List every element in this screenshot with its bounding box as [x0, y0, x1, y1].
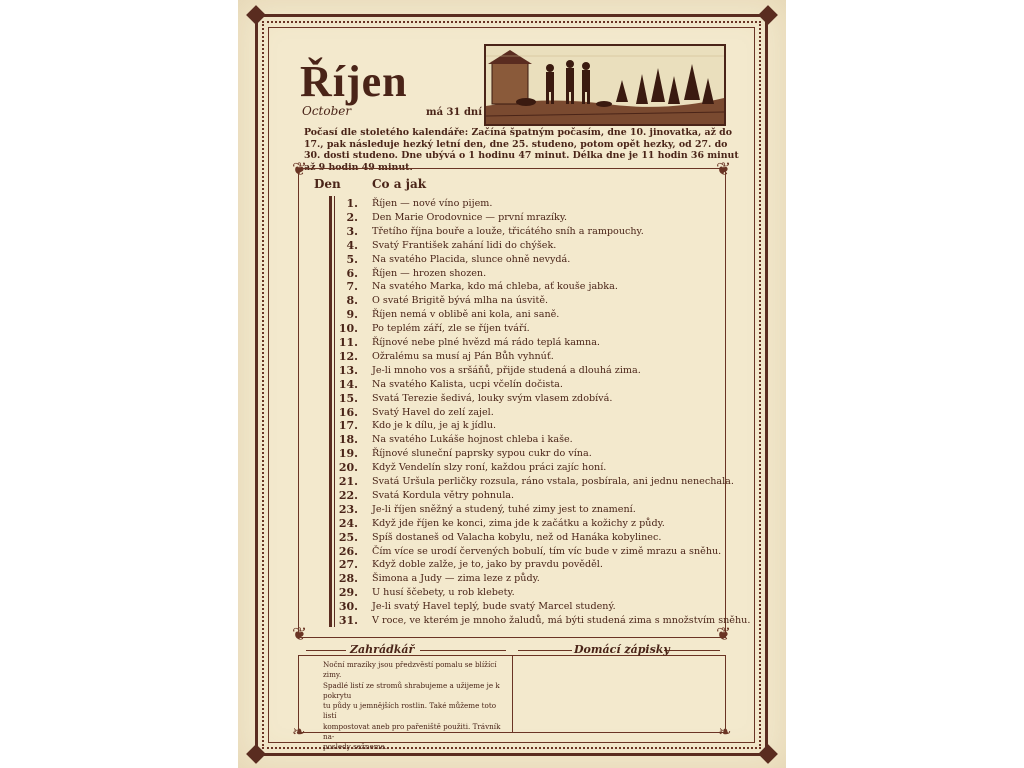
title-rule — [518, 650, 572, 651]
day-number: 4. — [346, 238, 358, 252]
proverb-row — [336, 294, 726, 308]
flourish-icon: ❦ — [716, 624, 732, 645]
proverb-text: Když doble zalže, je to, jako by pravdu pověděl. — [372, 559, 603, 571]
day-number: 7. — [346, 280, 358, 294]
proverb-text: Svatá Kordula větry pohnula. — [372, 489, 515, 501]
proverb-text: Den Marie Orodovnice — první mrazíky. — [372, 211, 568, 223]
flourish-icon: ❦ — [292, 159, 308, 180]
proverb-row — [336, 364, 726, 378]
proverb-row — [336, 267, 726, 281]
proverb-row — [336, 558, 726, 572]
proverb-row — [336, 211, 726, 225]
proverb-row — [336, 225, 726, 239]
garden-line: tu půdy u jemnějších rostlin. Také můžeme toto listí — [323, 701, 497, 721]
proverb-row — [336, 600, 726, 614]
day-number: 8. — [346, 294, 358, 308]
proverb-text: Je-li říjen sněžný a studený, tuhé zimy jest to znamení. — [372, 503, 636, 515]
proverb-row — [336, 322, 726, 336]
proverb-row — [336, 531, 726, 545]
day-number: 12. — [338, 349, 358, 363]
day-number: 29. — [338, 586, 358, 600]
proverb-row — [336, 280, 726, 294]
day-number: 5. — [346, 252, 358, 266]
garden-line: Spadlé listí ze stromů shrabujeme a užijeme je k pokrytu — [323, 680, 500, 700]
proverb-text: U husí ščebety, u rob klebety. — [372, 587, 515, 599]
proverb-text: Třetího října bouře a louže, třicátého sníh a rampouchy. — [372, 225, 644, 237]
proverb-row — [336, 406, 726, 420]
column-rule — [329, 196, 332, 627]
day-number: 23. — [338, 502, 358, 516]
flourish-icon: ❧ — [718, 722, 732, 741]
proverb-text: Ožralému sa musí aj Pán Bůh vyhnúť. — [372, 350, 554, 362]
day-number: 6. — [346, 266, 358, 280]
proverb-text: Říjen — hrozen shozen. — [372, 267, 487, 279]
day-number: 9. — [346, 308, 358, 322]
proverb-row — [336, 253, 726, 267]
proverb-text: Říjnové nebe plné hvězd má rádo teplá kamna. — [372, 337, 600, 348]
proverb-row — [336, 545, 726, 559]
day-number: 1. — [346, 197, 358, 210]
proverb-row — [336, 419, 726, 433]
title-rule — [664, 650, 720, 651]
title-rule — [306, 650, 346, 651]
proverb-row — [336, 197, 726, 211]
day-number: 21. — [338, 475, 358, 488]
proverb-row — [336, 239, 726, 253]
day-number: 10. — [338, 322, 358, 336]
day-number: 25. — [338, 530, 358, 544]
proverb-row — [336, 350, 726, 364]
proverb-row — [336, 336, 726, 350]
proverb-row — [336, 572, 726, 586]
proverb-text: Je-li svatý Havel teplý, bude svatý Marcel studený. — [372, 601, 616, 613]
title-rule — [420, 650, 506, 651]
proverb-text: Když jde říjen ke konci, zima jde k začátku a kožichy z půdy. — [372, 517, 665, 529]
month-subtitle: October — [302, 104, 352, 118]
proverb-row — [336, 517, 726, 531]
day-number: 30. — [338, 600, 358, 614]
proverb-text: Je-li mnoho vos a sršáňů, přijde studená a dlouhá zima. — [372, 364, 641, 376]
proverb-text: Spíš dostaneš od Valacha kobylu, než od Hanáka kobylinec. — [372, 531, 662, 543]
proverb-text: Když Vendelín slzy roní, každou práci zajíc honí. — [372, 462, 607, 474]
day-number: 27. — [338, 558, 358, 572]
day-number: 22. — [338, 488, 358, 502]
day-number: 28. — [338, 572, 358, 586]
proverb-text: Na svatého Marka, kdo má chleba, ať kouše jabka. — [372, 281, 618, 293]
proverb-row — [336, 586, 726, 600]
day-number: 11. — [338, 336, 358, 349]
day-number: 14. — [338, 377, 358, 391]
proverb-row — [336, 503, 726, 517]
proverb-text: Čím více se urodí červených bobulí, tím víc bude v zimě mrazu a sněhu. — [372, 545, 722, 557]
day-number: 18. — [338, 433, 358, 447]
day-number: 16. — [338, 405, 358, 419]
day-number: 17. — [338, 419, 358, 433]
notes-divider — [512, 655, 513, 733]
proverb-text: Říjnové sluneční paprsky sypou cukr do vína. — [372, 448, 592, 460]
proverb-text: Svatý František zahání lidi do chýšek. — [372, 239, 557, 251]
proverb-text: Na svatého Lukáše hojnost chleba i kaše. — [372, 434, 573, 446]
proverb-row — [336, 378, 726, 392]
notes-title: Domácí zápisky — [574, 643, 670, 656]
day-number: 20. — [338, 461, 358, 475]
garden-text — [323, 660, 507, 753]
proverb-text: Na svatého Kalista, ucpi včelín dočista. — [372, 378, 563, 390]
proverb-row — [336, 392, 726, 406]
proverb-row — [336, 447, 726, 461]
woodcut-illustration — [484, 44, 726, 126]
flourish-icon: ❦ — [292, 624, 308, 645]
proverb-row — [336, 461, 726, 475]
garden-title: Zahrádkář — [350, 643, 415, 656]
flourish-icon: ❦ — [716, 159, 732, 180]
proverb-text: Svatá Terezie šedivá, louky svým vlasem zdobívá. — [372, 392, 613, 404]
proverb-row — [336, 308, 726, 322]
proverb-text: Na svatého Placida, slunce ohně nevydá. — [372, 253, 571, 265]
month-title: Říjen — [300, 57, 408, 106]
proverb-text: Šimona a Judy — zima leze z půdy. — [372, 573, 540, 585]
day-number: 19. — [338, 447, 358, 461]
proverb-row — [336, 614, 751, 628]
proverb-text: Říjen — nové víno pijem. — [372, 198, 493, 209]
proverb-text: Svatý Havel do zelí zajel. — [372, 406, 494, 418]
column-header-day: Den — [314, 177, 341, 191]
proverb-text: Po teplém září, zle se říjen tváří. — [372, 323, 530, 335]
proverb-text: Svatá Uršula perličky rozsula, ráno vstala, posbírala, ani jednu nenechala. — [372, 476, 734, 487]
day-number: 26. — [338, 544, 358, 558]
day-number: 24. — [338, 516, 358, 530]
proverb-text: O svaté Brigitě bývá mlha na úsvitě. — [372, 295, 549, 307]
proverb-text: V roce, ve kterém je mnoho žaludů, má býti studená zima s množstvím sněhu. — [372, 615, 751, 626]
day-number: 15. — [338, 391, 358, 405]
weather-forecast: Počasí dle stoletého kalendáře: Začíná špatným počasím, dne 10. jinovatka, až do 17., pak následuje hezký letní den, dne 25. studeno, potom opět hezky, od 27. do 30. dosti studeno. Dne ubývá o 1 hodinu 47 minut. Délka dne je 11 hodin 36 minut až 9 hodin 49 minut. — [304, 127, 739, 173]
proverb-text: Kdo je k dílu, je aj k jídlu. — [372, 420, 497, 432]
garden-line: posledy sežneme. — [323, 742, 388, 752]
proverb-row — [336, 489, 726, 503]
day-number: 3. — [346, 224, 358, 238]
day-number: 13. — [338, 363, 358, 377]
proverb-row — [336, 475, 734, 489]
garden-line: Noční mrazíky jsou předzvěstí pomalu se blížící zimy. — [323, 660, 497, 680]
day-number: 2. — [346, 210, 358, 224]
flourish-icon: ❧ — [292, 722, 306, 741]
days-count: má 31 dní — [426, 107, 483, 118]
garden-line: kompostovat aneb pro pařeniště použiti. Trávník na- — [323, 721, 501, 742]
day-number: 31. — [338, 614, 358, 627]
column-header-text: Co a jak — [372, 177, 427, 191]
proverb-text: Říjen nemá v oblibě ani kola, ani saně. — [372, 309, 560, 321]
proverb-row — [336, 433, 726, 447]
column-rule — [334, 196, 335, 627]
